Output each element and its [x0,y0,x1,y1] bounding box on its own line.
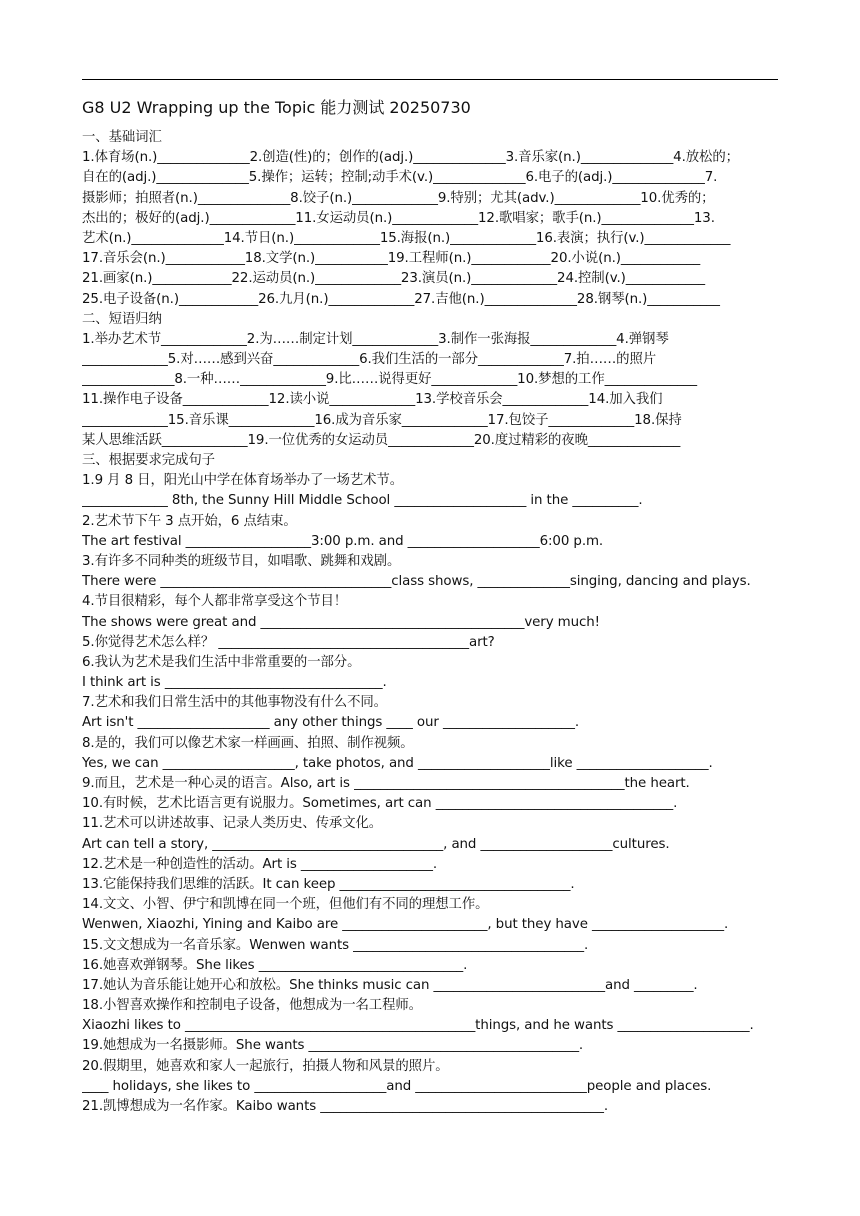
text-line: I think art is _________________________________. [82,675,387,691]
text-line: 二、短语归纳 [82,311,162,327]
text-line: Art isn't ____________________ any other things ____ our ____________________. [82,715,580,731]
text-line: 16.她喜欢弹钢琴。She likes _______________________________. [82,957,468,973]
text-line: The art festival ___________________3:00 p.m. and ____________________6:00 p.m. [82,533,604,549]
text-line: ____ holidays, she likes to ____________________and __________________________people and places. [82,1078,712,1094]
text-line: 杰出的；极好的(adj.)_____________11.女运动员(n.)_____________12.歌唱家；歌手(n.)______________13. [82,210,715,226]
text-line: 14.文文、小智、伊宁和凯博在同一个班，但他们有不同的理想工作。 [82,897,489,913]
text-line: 7.艺术和我们日常生活中的其他事物没有什么不同。 [82,695,387,711]
text-line: 13.它能保持我们思维的活跃。It can keep ___________________________________. [82,876,575,892]
text-line: 18.小智喜欢操作和控制电子设备，他想成为一名工程师。 [82,998,422,1014]
text-line: Art can tell a story, ___________________________________, and ____________________cultures. [82,836,670,852]
text-line: 9.而且，艺术是一种心灵的语言。Also, art is _________________________________________the heart. [82,776,690,791]
text-line: The shows were great and ________________________________________very much! [82,614,600,630]
text-line: 17.音乐会(n.)____________18.文学(n.)___________19.工程师(n.)____________20.小说(n.)____________ [82,251,701,267]
text-line: 21.凯博想成为一名作家。Kaibo wants ___________________________________________. [82,1099,609,1114]
text-line: 15.文文想成为一名音乐家。Wenwen wants ___________________________________. [82,937,589,953]
text-line: 25.电子设备(n.)____________26.九月(n.)_____________27.吉他(n.)______________28.钢琴(n.)___________ [82,291,720,307]
text-line: 3.有许多不同种类的班级节目，如唱歌、跳舞和戏剧。 [82,553,401,569]
worksheet-title: G8 U2 Wrapping up the Topic 能力测试 20250730 [82,98,471,117]
worksheet-body [82,128,778,1117]
text-line: 艺术(n.)______________14.节日(n.)_____________15.海报(n.)_____________16.表演；执行(v.)_____________ [82,230,731,246]
text-line: 4.节目很精彩，每个人都非常享受这个节目！ [82,594,348,610]
text-line: 8.是的，我们可以像艺术家一样画画、拍照、制作视频。 [82,735,414,751]
text-line: Yes, we can ____________________, take photos, and ____________________like ____________________. [82,755,713,771]
text-line: ______________8.一种……_____________9.比……说得更好_____________10.梦想的工作______________ [82,372,697,388]
text-line: There were ___________________________________class shows, ______________singing, dancing and plays. [82,574,751,590]
text-line: 三、根据要求完成句子 [82,453,215,468]
text-line: 一、基础词汇 [82,130,162,145]
text-line: 2.艺术节下午 3 点开始，6 点结束。 [82,513,297,529]
text-line: 12.艺术是一种创造性的活动。Art is ____________________. [82,856,437,872]
text-line: 10.有时候，艺术比语言更有说服力。Sometimes, art can ____________________________________. [82,796,678,812]
text-line: Xiaozhi likes to ____________________________________________things, and he wants ____________________. [82,1018,754,1034]
text-line: Wenwen, Xiaozhi, Yining and Kaibo are ______________________, but they have ____________________. [82,917,729,933]
text-line: 21.画家(n.)____________22.运动员(n.)_____________23.演员(n.)_____________24.控制(v.)____________ [82,271,705,287]
text-line: 19.她想成为一名摄影师。She wants _________________________________________. [82,1038,584,1054]
text-line: 1.体育场(n.)______________2.创造(性)的；创作的(adj.)______________3.音乐家(n.)______________4.放松的； [82,150,739,166]
text-line: 5.你觉得艺术怎么样？ ______________________________________art? [82,634,495,650]
text-line: 20.假期里，她喜欢和家人一起旅行，拍摄人物和风景的照片。 [82,1058,449,1074]
text-line: 6.我认为艺术是我们生活中非常重要的一部分。 [82,654,361,670]
text-line: _____________15.音乐课_____________16.成为音乐家_____________17.包饺子_____________18.保持 [82,412,682,428]
text-line: 自在的(adj.)______________5.操作；运转；控制;动手术(v.)______________6.电子的(adj.)______________7. [82,170,718,186]
text-line: 1.举办艺术节_____________2.为……制定计划_____________3.制作一张海报_____________4.弹钢琴 [82,331,669,347]
text-line: _____________5.对……感到兴奋_____________6.我们生活的一部分_____________7.拍……的照片 [82,352,657,368]
text-line: 摄影师；拍照者(n.)______________8.饺子(n.)_____________9.特别；尤其(adv.)_____________10.优秀的； [82,190,715,206]
text-line: _____________ 8th, the Sunny Hill Middle School ____________________ in the __________. [82,493,643,509]
text-line: 11.操作电子设备_____________12.读小说_____________13.学校音乐会_____________14.加入我们 [82,392,663,408]
text-line: 17.她认为音乐能让她开心和放松。She thinks music can __________________________and _________. [82,977,698,993]
header-rule [82,79,778,80]
text-line: 1.9 月 8 日，阳光山中学在体育场举办了一场艺术节。 [82,473,403,489]
text-line: 某人思维活跃_____________19.一位优秀的女运动员_____________20.度过精彩的夜晚______________ [82,432,681,448]
text-line: 11.艺术可以讲述故事、记录人类历史、传承文化。 [82,816,383,832]
